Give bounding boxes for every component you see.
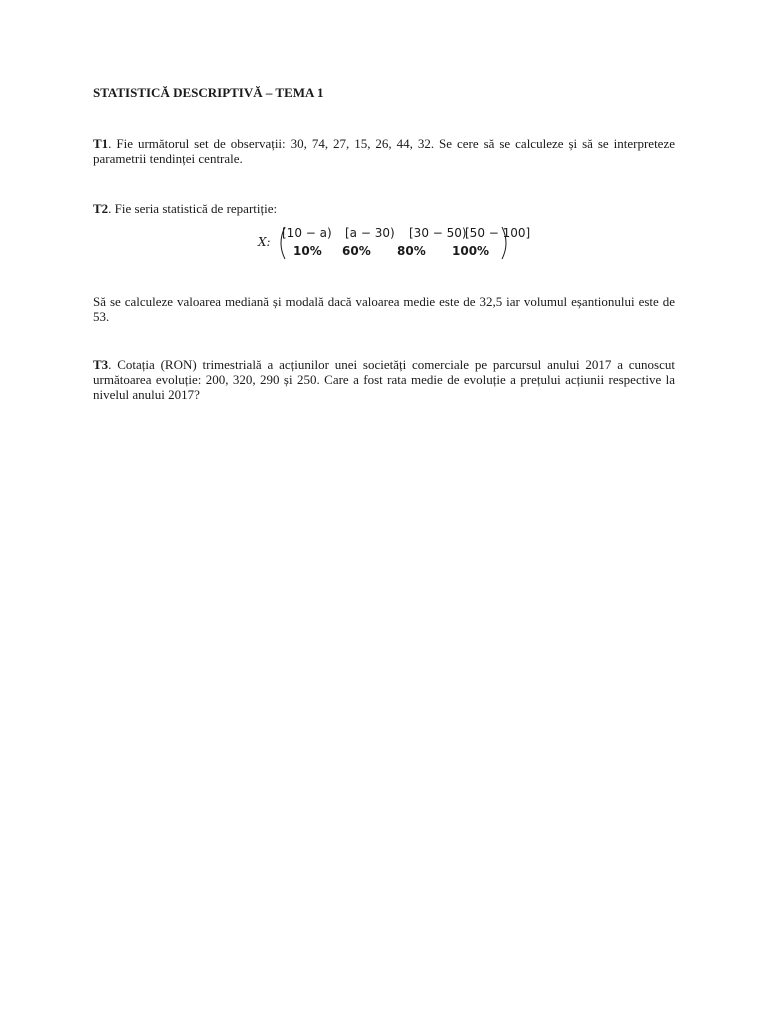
task-2-note: Să se calculeze valoarea mediană și modală dacă valoarea medie este de 32,5 iar volumul eșantionului este de 53. [93, 294, 675, 324]
series-percentage: 100% [452, 244, 490, 258]
series-percentage: 60% [342, 244, 371, 258]
task-3 [93, 357, 675, 402]
series-interval: [30 − 50) [409, 226, 467, 240]
task-1-text: . Fie următorul set de observații: 30, 74, 27, 15, 26, 44, 32. Se cere să se calculeze și să se interpreteze parametrii tendinței centrale. [93, 136, 675, 166]
distribution-series [258, 225, 531, 261]
series-interval: [a − 30) [345, 226, 395, 240]
task-2 [93, 201, 675, 216]
document-title: STATISTICĂ DESCRIPTIVĂ – TEMA 1 [93, 85, 324, 100]
task-3-label: T3 [93, 357, 109, 372]
task-1 [93, 136, 675, 166]
task-2-label: T2 [93, 201, 109, 216]
series-variable: X: [258, 235, 271, 249]
task-3-text: . Cotația (RON) trimestrială a acțiunilor unei societăți comerciale pe parcursul anului 2017 a cunoscut următoarea evoluție: 200, 320, 290 și 250. Care a fost rata medie de evoluție a prețului acțiunii respective la nivelul anului 2017? [93, 357, 675, 402]
series-interval: [10 − a) [282, 226, 332, 240]
series-percentage: 10% [293, 244, 322, 258]
task-1-label: T1 [93, 136, 109, 151]
series-interval: [50 − 100] [465, 226, 531, 240]
series-percentage: 80% [397, 244, 426, 258]
task-2-text: . Fie seria statistică de repartiție: [108, 201, 278, 216]
